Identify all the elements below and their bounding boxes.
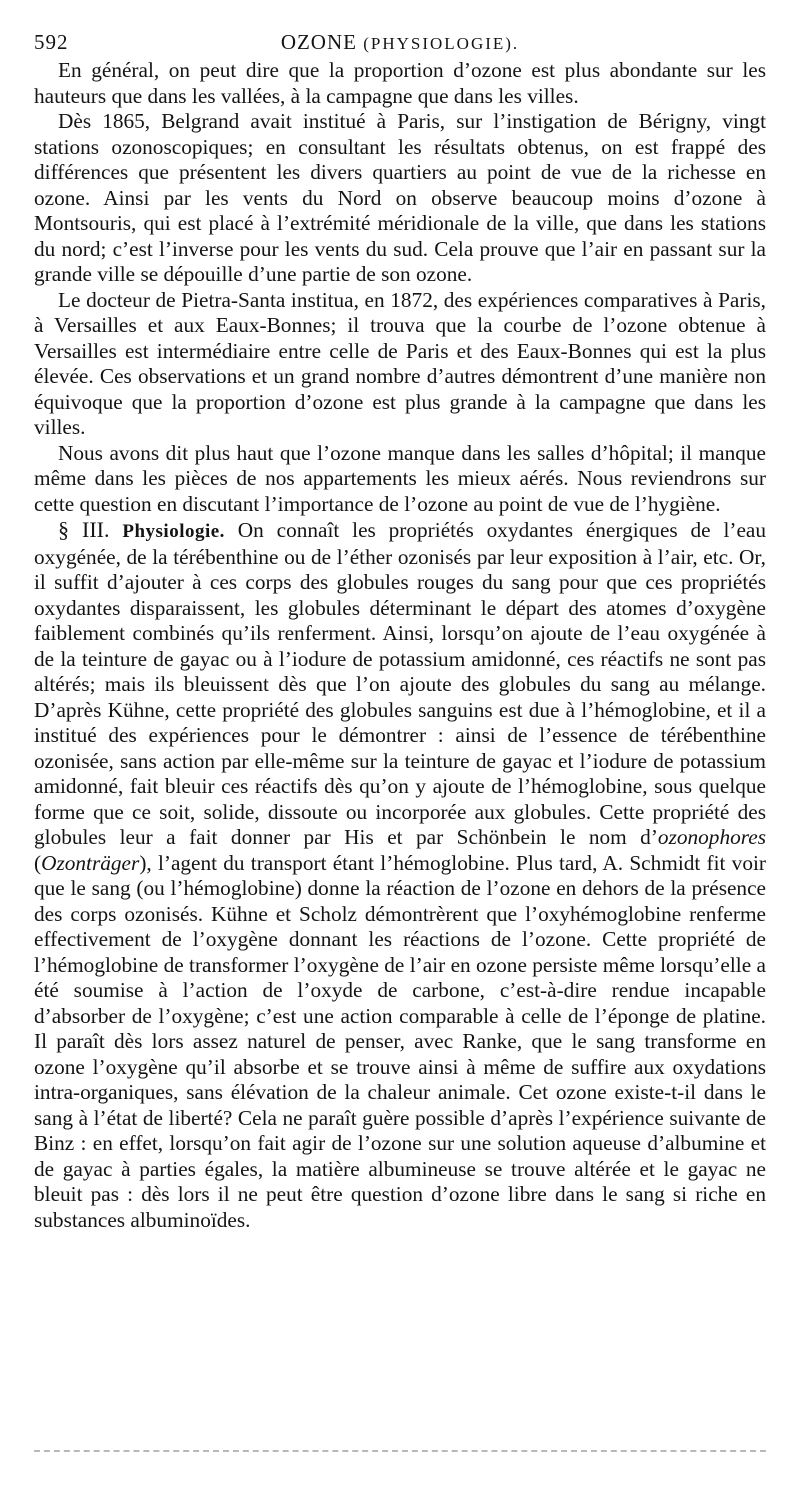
paragraph: Dès 1865, Belgrand avait institué à Paris, sur l’instigation de Bérigny, vingt stations ozonoscopiques; en consultant les résultats obtenus, on est frappé des différences que présentent les divers quartiers au point de vue de la richesse en ozone. Ainsi par les vents du Nord on observe beaucoup moins d’ozone à Montsouris, qui est placé à l’extrémité méridionale de la ville, que dans les stations du nord; c’est l’inverse pour les vents du sud. Cela prouve que l’air en passant sur la grande ville se dépouille d’une partie de son ozone. (34, 109, 766, 286)
section-text: ( (34, 850, 42, 875)
section-heading: Physiologie. (122, 521, 225, 542)
section-text: ), l’agent du transport étant l’hémoglobine. Plus tard, A. Schmidt fit voir que le sang (ou l’hémoglobine) donne la réaction de l’ozone en dehors de la présence des corps ozonisés. Kühne et Scholz démontrèrent que l’oxyhémoglobine renferme effectivement de l’oxygène donnant les réactions de l’ozone. Cette propriété de l’hémoglobine de transformer l’oxygène de l’air en ozone persiste même lorsqu’elle a été soumise à l’action de l’oxyde de carbone, c’est-à-dire rendue incapable d’absorber de l’oxygène; c’est une action comparable à celle de l’éponge de platine. Il paraît dès lors assez naturel de penser, avec Ranke, que le sang transforme en ozone l’oxygène qu’il absorbe et se trouve ainsi à même de suffire aux oxydations intra-organiques, sans élévation de la chaleur animale. Cet ozone existe-t-il dans le sang à l’état de liberté? Cela ne paraît guère possible d’après l’expérience suivante de Binz : en effet, lorsqu’on fait agir de l’ozone sur une solution aqueuse d’albumine et de gayac à parties égales, la matière albumineuse se trouve altérée et le gayac ne bleuit pas : dès lors il ne peut être question d’ozone libre dans le sang si riche en substances albuminoïdes. (34, 850, 766, 1232)
section-text: On connaît les propriétés oxydantes énergiques de l’eau oxygénée, de la térébenthine ou de l’éther ozonisés par leur exposition à l’air, etc. Or, il suffit d’ajouter à ces corps des globules rouges du sang pour que ces propriétés oxydantes disparaissent, les globules déterminant le départ des atomes d’oxygène faiblement combinés qu’ils renferment. Ainsi, lorsqu’on ajoute de l’eau oxygénée à de la teinture de gayac ou à l’iodure de potassium amidonné, ces réactifs ne sont pas altérés; mais ils bleuissent dès que l’on ajoute des globules du sang au mélange. D’après Kühne, cette propriété des globules sanguins est due à l’hémoglobine, et il a institué des expériences pour le démontrer : ainsi de l’essence de térébenthine ozonisée, sans action par elle-même sur la teinture de gayac et l’iodure de potassium amidonné, fait bleuir ces réactifs dès qu’on y ajoute de l’hémoglobine, sous quelque forme que ce soit, solide, dissoute ou incorporée aux globules. Cette propriété des globules leur a fait donner par His et par Schönbein le nom d’ (34, 518, 767, 849)
paragraph: Nous avons dit plus haut que l’ozone manque dans les salles d’hôpital; il manque même dans les pièces de nos appartements les mieux aérés. Nous reviendrons sur cette question en discutant l’importance de l’ozone au point de vue de l’hygiène. (34, 440, 766, 516)
paragraph: En général, on peut dire que la proportion d’ozone est plus abondante sur les hauteurs que dans les vallées, à la campagne que dans les villes. (34, 58, 766, 108)
body-text (34, 58, 766, 1233)
section-physiologie (34, 517, 766, 1233)
running-title-main: OZONE (280, 30, 357, 54)
section-mark: § III. (58, 517, 110, 542)
footer-rule (34, 1450, 766, 1452)
running-head (34, 22, 766, 58)
page (34, 22, 766, 1233)
section-italic-term: ozonophores (657, 825, 766, 849)
paragraph: Le docteur de Pietra-Santa institua, en 1872, des expériences comparatives à Paris, à Versailles et aux Eaux-Bonnes; il trouva que la courbe de l’ozone obtenue à Versailles est intermédiaire entre celle de Paris et des Eaux-Bonnes qui est la plus élevée. Ces observations et un grand nombre d’autres démontrent d’une manière non équivoque que la proportion d’ozone est plus grande à la campagne que dans les villes. (34, 287, 766, 439)
section-italic-term: Ozonträger (41, 850, 140, 875)
running-title-sub: (PHYSIOLOGIE). (363, 34, 520, 53)
page-number: 592 (34, 30, 69, 54)
running-title (34, 30, 766, 55)
